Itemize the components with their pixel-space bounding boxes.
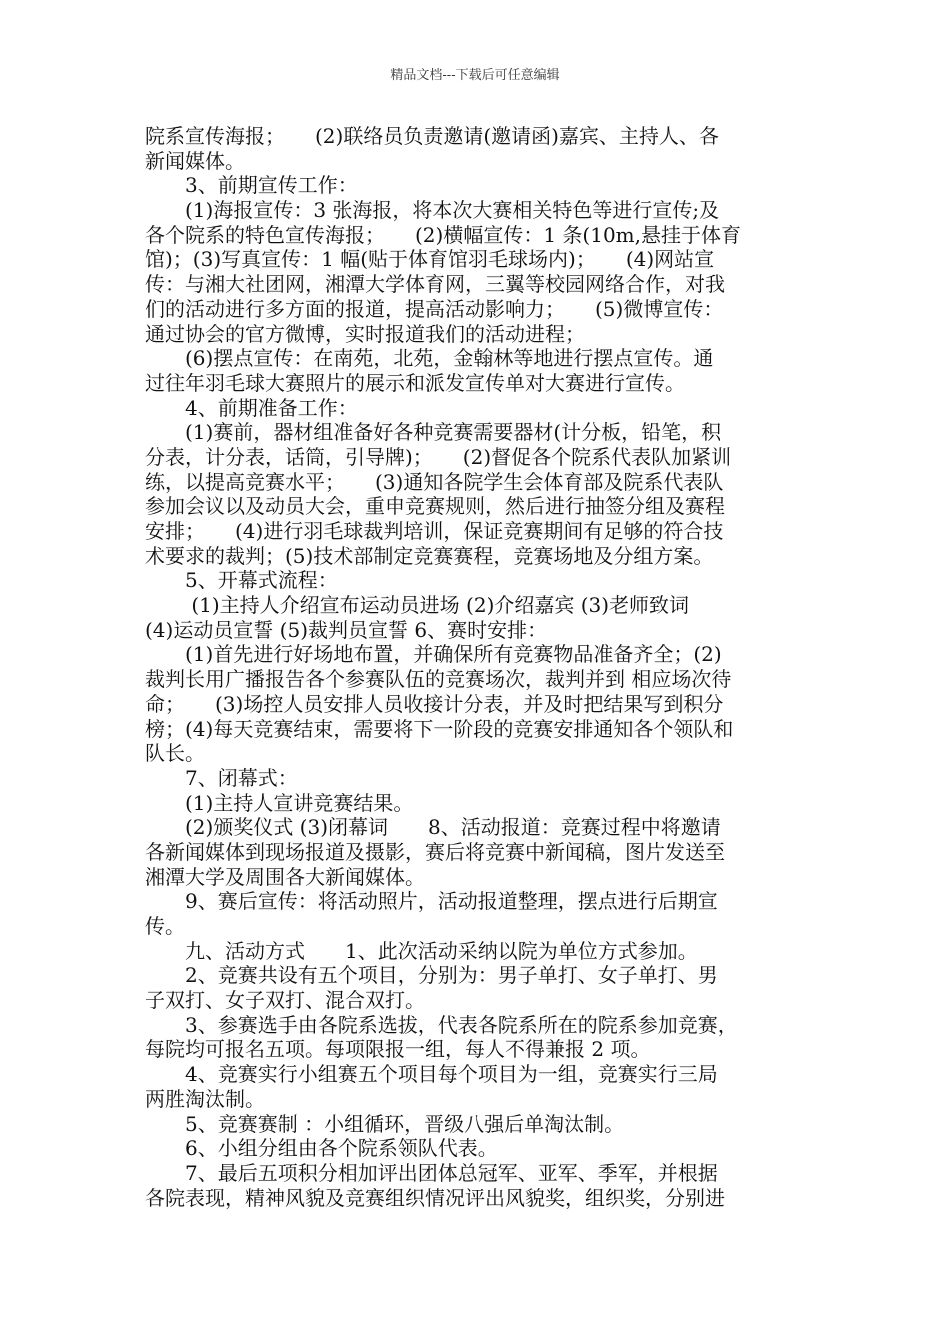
text-line: 7、最后五项积分相加评出团体总冠军、亚军、季军，并根据 <box>145 1160 718 1185</box>
text-line: (1)主持人介绍宣布运动员进场 (2)介绍嘉宾 (3)老师致词 <box>145 593 690 618</box>
text-line: 通过协会的官方微博，实时报道我们的活动进程； <box>145 321 585 346</box>
text-line: 新闻媒体。 <box>145 148 245 173</box>
text-line: 馆)；(3)写真宣传：1 幅(贴于体育馆羽毛球场内)； (4)网站宣 <box>145 247 715 272</box>
text-line: 榜；(4)每天竞赛结束，需要将下一阶段的竞赛安排通知各个领队和 <box>145 716 734 741</box>
text-line: 安排； (4)进行羽毛球裁判培训，保证竞赛期间有足够的符合技 <box>145 519 724 543</box>
page-header: 精品文档---下载后可任意编辑 <box>390 68 560 83</box>
text-line: 9、赛后宣传：将活动照片，活动报道整理，摆点进行后期宣 <box>145 889 718 914</box>
text-line: 们的活动进行多方面的报道，提高活动影响力； (5)微博宣传： <box>145 296 724 321</box>
text-line: (1)首先进行好场地布置，并确保所有竞赛物品准备齐全；(2) <box>145 642 722 667</box>
text-line: (1)赛前，器材组准备好各种竞赛需要器材(计分板，铅笔，积 <box>145 420 722 445</box>
text-line: 过往年羽毛球大赛照片的展示和派发宣传单对大赛进行宣传。 <box>145 370 685 395</box>
text-line: (1)主持人宣讲竞赛结果。 <box>145 790 414 815</box>
text-line: 分表，计分表，话筒，引导牌)； (2)督促各个院系代表队加紧训 <box>145 444 732 469</box>
text-line: 2、竞赛共设有五个项目，分别为：男子单打、女子单打、男 <box>145 963 718 988</box>
text-line: 5、竞赛赛制 ：小组循环，晋级八强后单淘汰制。 <box>145 1111 625 1136</box>
text-line: 7、闭幕式： <box>145 765 298 790</box>
text-line: 传：与湘大社团网，湘潭大学体育网，三翼等校园网络合作，对我 <box>145 272 725 297</box>
text-line: (4)运动员宣誓 (5)裁判员宣誓 6、赛时安排： <box>145 617 548 642</box>
text-line: 子双打、女子双打、混合双打。 <box>145 988 425 1013</box>
text-line: (1)海报宣传：3 张海报，将本次大赛相关特色等进行宣传;及 <box>145 198 720 223</box>
text-line: 湘潭大学及周围各大新闻媒体。 <box>145 864 425 889</box>
text-line: 3、前期宣传工作： <box>145 173 358 198</box>
text-line: 各新闻媒体到现场报道及摄影，赛后将竞赛中新闻稿，图片发送至 <box>145 839 725 864</box>
text-line: 队长。 <box>145 741 205 766</box>
document-body <box>145 124 810 1210</box>
text-line: 两胜淘汰制。 <box>145 1086 265 1111</box>
text-line: 3、参赛选手由各院系选拔，代表各院系所在的院系参加竞赛， <box>145 1012 738 1037</box>
text-line: 4、竞赛实行小组赛五个项目每个项目为一组，竞赛实行三局 <box>145 1062 718 1087</box>
text-line: 各院表现，精神风貌及竞赛组织情况评出风貌奖，组织奖，分别进 <box>145 1185 725 1210</box>
text-line: 每院均可报名五项。每项限报一组，每人不得兼报 2 项。 <box>145 1037 651 1062</box>
text-line: 练，以提高竞赛水平； (3)通知各院学生会体育部及院系代表队 <box>145 469 724 494</box>
text-line: 九、活动方式 1、此次活动采纳以院为单位方式参加。 <box>145 938 698 963</box>
text-line: 6、小组分组由各个院系领队代表。 <box>145 1136 498 1161</box>
text-line: 术要求的裁判；(5)技术部制定竞赛赛程，竞赛场地及分组方案。 <box>145 543 714 568</box>
text-line: 裁判长用广播报告各个参赛队伍的竞赛场次，裁判并到 相应场次待 <box>145 667 732 692</box>
text-line: 4、前期准备工作： <box>145 395 358 420</box>
text-line: (2)颁奖仪式 (3)闭幕词 8、活动报道：竞赛过程中将邀请 <box>145 815 721 840</box>
text-line: 5、开幕式流程： <box>145 568 338 593</box>
text-line: 参加会议以及动员大会，重申竞赛规则，然后进行抽签分组及赛程 <box>145 494 725 519</box>
text-line: 各个院系的特色宣传海报； (2)横幅宣传：1 条(10m,悬挂于体育 <box>145 222 741 247</box>
text-line: 命； (3)场控人员安排人员收接计分表，并及时把结果写到积分 <box>145 691 724 716</box>
text-line: (6)摆点宣传：在南苑，北苑，金翰林等地进行摆点宣传。通 <box>145 346 714 371</box>
text-line: 传。 <box>145 914 185 938</box>
text-line: 院系宣传海报； (2)联络员负责邀请(邀请函)嘉宾、主持人、各 <box>145 124 719 148</box>
